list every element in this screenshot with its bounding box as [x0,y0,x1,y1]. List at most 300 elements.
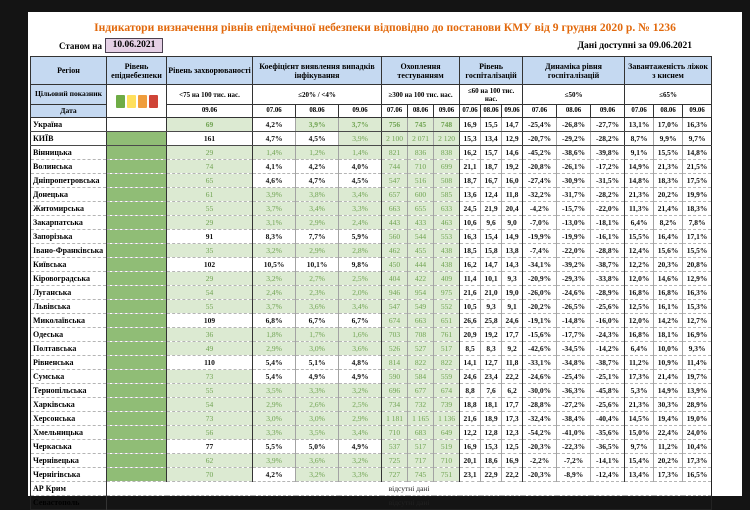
orange-level-icon [138,95,147,108]
value-cell: -26,1% [557,160,591,174]
value-cell: 12,9% [683,272,712,286]
value-cell: 3,6% [296,454,339,468]
value-cell: 5,3% [625,384,654,398]
value-cell: 16,9 [460,118,481,132]
value-cell: 20,4 [502,202,523,216]
value-cell: 717 [408,454,434,468]
value-cell: -14,8% [557,314,591,328]
region-label: Чернівецька [31,454,107,468]
epidanger-level-cell [107,412,167,426]
value-cell: 65 [167,174,253,188]
value-cell: 13,1% [625,118,654,132]
value-cell: 10,1% [296,258,339,272]
epidanger-level-cell [107,244,167,258]
value-cell: -26,8% [557,118,591,132]
value-cell: 16,9 [502,454,523,468]
epidanger-level-cell [107,440,167,454]
value-cell: 8,7% [625,132,654,146]
value-cell: -7,4% [523,244,557,258]
region-label: Кіровоградська [31,272,107,286]
value-cell: 703 [382,328,408,342]
value-cell: 553 [434,230,460,244]
value-cell: 9,1% [625,146,654,160]
date-col-1-1: 08.06 [296,105,339,118]
yellow-level-icon [127,95,136,108]
value-cell: 4,6% [253,174,296,188]
value-cell: 1 165 [408,412,434,426]
value-cell: 462 [382,244,408,258]
value-cell: -39,2% [557,258,591,272]
value-cell: 732 [408,398,434,412]
value-cell: 2,6% [296,398,339,412]
value-cell: 663 [382,202,408,216]
table-row [31,160,712,174]
value-cell: 3,5% [296,426,339,440]
value-cell: 751 [434,468,460,482]
value-cell: -31,5% [591,174,625,188]
value-cell: 404 [382,272,408,286]
value-cell: 21,6 [460,412,481,426]
value-cell: -33,8% [591,272,625,286]
value-cell: 15,5% [683,244,712,258]
value-cell: -22,0% [557,244,591,258]
epidanger-level-cell [107,202,167,216]
value-cell: 17,5% [683,174,712,188]
value-cell: -12,4% [591,468,625,482]
value-cell: 2 120 [434,132,460,146]
value-cell: 77 [167,440,253,454]
green-level-icon [116,95,125,108]
value-cell: 14,5% [625,412,654,426]
value-cell: -42,6% [523,342,557,356]
value-cell: -27,2% [557,398,591,412]
target-row-label: Цільовий показник [31,85,107,105]
value-cell: 761 [434,328,460,342]
page-title: Індикатори визначення рівнів епідемічної небезпеки відповідно до постанови КМУ від 9 грудня 2020 р. № 1236 [94,21,676,34]
value-cell: 3,5% [253,384,296,398]
target-group-1: ≤20% / <4% [253,85,382,105]
value-cell: -18,1% [591,216,625,230]
value-cell: 19,9% [683,188,712,202]
value-cell: 16,3% [683,286,712,300]
value-cell: -28,8% [591,244,625,258]
region-label: Тернопільська [31,384,107,398]
value-cell: 30,3% [654,398,683,412]
value-cell: 16,5% [683,468,712,482]
value-cell: 28,9% [683,398,712,412]
value-cell: 4,9% [339,370,382,384]
value-cell: 10,6 [460,216,481,230]
value-cell: 12,7 [481,356,502,370]
region-label: Херсонська [31,412,107,426]
header-group-1: Коефіцієнт виявлення випадків інфікування [253,57,382,85]
value-cell: 19,2 [481,328,502,342]
value-cell: 756 [382,118,408,132]
table-row [31,216,712,230]
value-cell: -34,5% [557,342,591,356]
region-label: Сумська [31,370,107,384]
level-legend-swatches [107,85,167,118]
value-cell: 14,6 [502,146,523,160]
value-cell: 649 [434,426,460,440]
value-cell: -7,0% [523,216,557,230]
value-cell: 21,4% [654,370,683,384]
value-cell: 975 [434,286,460,300]
value-cell: -32,4% [523,412,557,426]
value-cell: 2,4% [253,286,296,300]
value-cell: 677 [408,384,434,398]
no-data-cell: відсутні дані [107,496,712,510]
value-cell: 14,2% [654,314,683,328]
value-cell: 508 [434,174,460,188]
value-cell: 15,5% [625,230,654,244]
value-cell: 17,3 [502,412,523,426]
value-cell: -14,2% [591,342,625,356]
value-cell: -35,6% [591,426,625,440]
value-cell: -30,0% [523,384,557,398]
value-cell: -27,4% [523,174,557,188]
value-cell: 10,1 [481,272,502,286]
value-cell: 3,3% [339,202,382,216]
date-col-4-2: 09.06 [591,105,625,118]
value-cell: -40,4% [591,412,625,426]
region-label: Дніпропетровська [31,174,107,188]
value-cell: 9,7% [625,440,654,454]
value-cell: 14,6% [654,272,683,286]
epidanger-level-cell [107,468,167,482]
value-cell: 24,6 [502,314,523,328]
value-cell: 657 [382,188,408,202]
value-cell: 14,8% [625,174,654,188]
value-cell: 3,9% [253,188,296,202]
epidanger-level-cell [107,398,167,412]
value-cell: 527 [408,342,434,356]
value-cell: 10,5 [460,300,481,314]
date-col-2-2: 09.06 [434,105,460,118]
epidanger-level-cell [107,300,167,314]
epidanger-level-cell [107,454,167,468]
no-data-cell: відсутні дані [107,482,712,496]
value-cell: 19,4% [654,412,683,426]
date-col-3-1: 08.06 [481,105,502,118]
target-group-5: ≤65% [625,85,712,105]
value-cell: 12,0% [625,314,654,328]
value-cell: 409 [434,272,460,286]
region-label: Одеська [31,328,107,342]
table-row-no-data [31,496,712,510]
value-cell: 444 [408,258,434,272]
value-cell: 3,4% [296,202,339,216]
value-cell: 21,5% [683,160,712,174]
value-cell: 683 [408,426,434,440]
value-cell: 36 [167,328,253,342]
value-cell: 17,3% [625,370,654,384]
value-cell: 9,7% [683,132,712,146]
table-row [31,230,712,244]
value-cell: 14,9% [625,160,654,174]
header-region: Регіон [31,57,107,85]
value-cell: 6,7% [296,314,339,328]
value-cell: -34,8% [557,356,591,370]
date-col-1-2: 09.06 [339,105,382,118]
value-cell: -14,1% [591,454,625,468]
value-cell: 3,7% [253,300,296,314]
value-cell: 3,2% [253,272,296,286]
value-cell: -19,9% [557,230,591,244]
value-cell: 19,0 [502,286,523,300]
value-cell: 9,8% [339,258,382,272]
header-group-3: Рівень госпіталізацій [460,57,523,85]
value-cell: 55 [167,202,253,216]
value-cell: -33,1% [523,356,557,370]
region-label: Закарпатська [31,216,107,230]
value-cell: -25,4% [523,118,557,132]
value-cell: 4,2% [253,468,296,482]
value-cell: 18,3% [683,202,712,216]
value-cell: 4,7% [253,132,296,146]
value-cell: 8,2% [654,216,683,230]
value-cell: -34,1% [523,258,557,272]
value-cell: 3,7% [339,118,382,132]
value-cell: 1,7% [296,328,339,342]
value-cell: 9,3 [502,272,523,286]
value-cell: 708 [408,328,434,342]
value-cell: 21,3% [654,160,683,174]
value-cell: 13,6 [460,188,481,202]
value-cell: 552 [434,300,460,314]
value-cell: 4,7% [296,174,339,188]
table-row [31,440,712,454]
table-row [31,118,712,132]
value-cell: 9,1 [502,300,523,314]
value-cell: 2,3% [296,286,339,300]
value-cell: -38,6% [557,146,591,160]
value-cell: 14,3 [502,258,523,272]
value-cell: 710 [382,426,408,440]
value-cell: 18,9 [481,412,502,426]
value-cell: 14,9% [654,384,683,398]
value-cell: 517 [434,342,460,356]
epidanger-level-cell [107,132,167,146]
value-cell: -38,7% [591,356,625,370]
region-label: Львівська [31,300,107,314]
target-group-0: <75 на 100 тис. нас. [167,85,253,105]
value-cell: 725 [382,454,408,468]
value-cell: 455 [408,244,434,258]
value-cell: 17,0% [654,118,683,132]
epidanger-level-cell [107,258,167,272]
value-cell: -24,3% [591,328,625,342]
table-row [31,244,712,258]
value-cell: -31,7% [557,188,591,202]
value-cell: 1,8% [253,328,296,342]
region-label: Севастополь [31,496,107,510]
value-cell: 1 181 [382,412,408,426]
value-cell: 3,0% [253,412,296,426]
date-col-2-1: 08.06 [408,105,434,118]
value-cell: 6,2 [502,384,523,398]
value-cell: 1 136 [434,412,460,426]
value-cell: 22,2 [502,370,523,384]
value-cell: 16,9 [460,440,481,454]
value-cell: 14,1 [460,356,481,370]
value-cell: 18,3% [654,174,683,188]
value-cell: 7,7% [296,230,339,244]
value-cell: 22,4% [654,426,683,440]
value-cell: -25,1% [591,370,625,384]
value-cell: 3,2% [339,384,382,398]
value-cell: 8,3% [253,230,296,244]
value-cell: -41,0% [557,426,591,440]
value-cell: -8,9% [557,468,591,482]
value-cell: 8,5 [460,342,481,356]
table-row [31,258,712,272]
header-group-2: Охоплення тестуванням [382,57,460,85]
value-cell: 585 [434,188,460,202]
region-label: Вінницька [31,146,107,160]
value-cell: 9,0 [502,216,523,230]
table-row [31,468,712,482]
value-cell: 16,8% [625,328,654,342]
region-label: Миколаївська [31,314,107,328]
data-available-label: Дані доступні за 09.06.2021 [577,41,692,51]
value-cell: 16,4% [654,230,683,244]
value-cell: 443 [382,216,408,230]
value-cell: 21,6 [460,286,481,300]
value-cell: 5,4% [253,370,296,384]
value-cell: -32,2% [523,188,557,202]
value-cell: 55 [167,300,253,314]
value-cell: 6,4% [625,216,654,230]
value-cell: -30,9% [557,174,591,188]
date-col-4-1: 08.06 [557,105,591,118]
value-cell: 11,4 [460,272,481,286]
value-cell: 70 [167,468,253,482]
region-label: Волинська [31,160,107,174]
epidanger-level-cell [107,286,167,300]
region-label: Черкаська [31,440,107,454]
value-cell: 2 100 [382,132,408,146]
epidanger-level-cell [107,216,167,230]
value-cell: 2,7% [296,272,339,286]
value-cell: 6,4% [625,342,654,356]
value-cell: -20,8% [523,160,557,174]
value-cell: 29 [167,272,253,286]
region-label: Полтавська [31,342,107,356]
value-cell: 9,9% [654,132,683,146]
red-level-icon [149,95,158,108]
value-cell: 1,2% [296,146,339,160]
table-row-no-data [31,482,712,496]
table-row [31,328,712,342]
value-cell: 15,6% [654,244,683,258]
value-cell: 20,3% [654,258,683,272]
region-label: Житомирська [31,202,107,216]
value-cell: 16,7 [481,174,502,188]
as-of-date-box: 10.06.2021 [105,38,163,53]
value-cell: 3,4% [339,300,382,314]
value-cell: 4,8% [339,356,382,370]
value-cell: 2,9% [296,216,339,230]
value-cell: -45,2% [523,146,557,160]
value-cell: 16,2 [460,258,481,272]
value-cell: -24,6% [523,370,557,384]
value-cell: 3,9% [296,118,339,132]
value-cell: 109 [167,314,253,328]
value-cell: 17,1% [683,230,712,244]
value-cell: 15,3 [460,132,481,146]
value-cell: -28,8% [523,398,557,412]
value-cell: 4,9% [296,370,339,384]
value-cell: 5,5% [253,440,296,454]
value-cell: -38,7% [591,258,625,272]
value-cell: 651 [434,314,460,328]
value-cell: 12,5% [625,300,654,314]
value-cell: 9,6 [481,216,502,230]
value-cell: -22,3% [557,440,591,454]
value-cell: 674 [434,384,460,398]
table-row [31,314,712,328]
value-cell: 699 [434,160,460,174]
value-cell: 102 [167,258,253,272]
value-cell: 16,0 [502,174,523,188]
value-cell: 2,9% [253,398,296,412]
value-cell: 2,9% [253,342,296,356]
value-cell: 73 [167,370,253,384]
value-cell: 822 [408,356,434,370]
value-cell: -28,2% [591,132,625,146]
value-cell: 13,4 [481,132,502,146]
value-cell: -16,0% [591,314,625,328]
value-cell: 12,0% [625,272,654,286]
table-row [31,384,712,398]
value-cell: 1,4% [253,146,296,160]
value-cell: 4,2% [296,160,339,174]
value-cell: 3,3% [339,468,382,482]
value-cell: -13,0% [557,216,591,230]
value-cell: 727 [382,468,408,482]
value-cell: 11,2% [654,440,683,454]
value-cell: 18,1 [481,398,502,412]
value-cell: -20,3% [523,468,557,482]
value-cell: 4,5% [339,174,382,188]
value-cell: 20,2% [654,454,683,468]
value-cell: 744 [382,160,408,174]
value-cell: 18,8 [460,398,481,412]
value-cell: 748 [434,118,460,132]
region-label: Луганська [31,286,107,300]
region-label: АР Крим [31,482,107,496]
value-cell: 5,0% [296,440,339,454]
value-cell: 438 [434,258,460,272]
value-cell: 19,7% [683,370,712,384]
value-cell: 29 [167,216,253,230]
value-cell: 24,5 [460,202,481,216]
value-cell: 16,3 [460,230,481,244]
value-cell: 15,8 [481,244,502,258]
value-cell: 15,5 [481,118,502,132]
value-cell: 526 [382,342,408,356]
value-cell: 10,9% [654,356,683,370]
epidanger-level-cell [107,272,167,286]
value-cell: 3,3% [253,426,296,440]
value-cell: 559 [434,370,460,384]
value-cell: -24,6% [557,286,591,300]
table-row [31,300,712,314]
value-cell: 11,4% [683,356,712,370]
value-cell: -17,7% [557,328,591,342]
value-cell: 24,0% [683,426,712,440]
